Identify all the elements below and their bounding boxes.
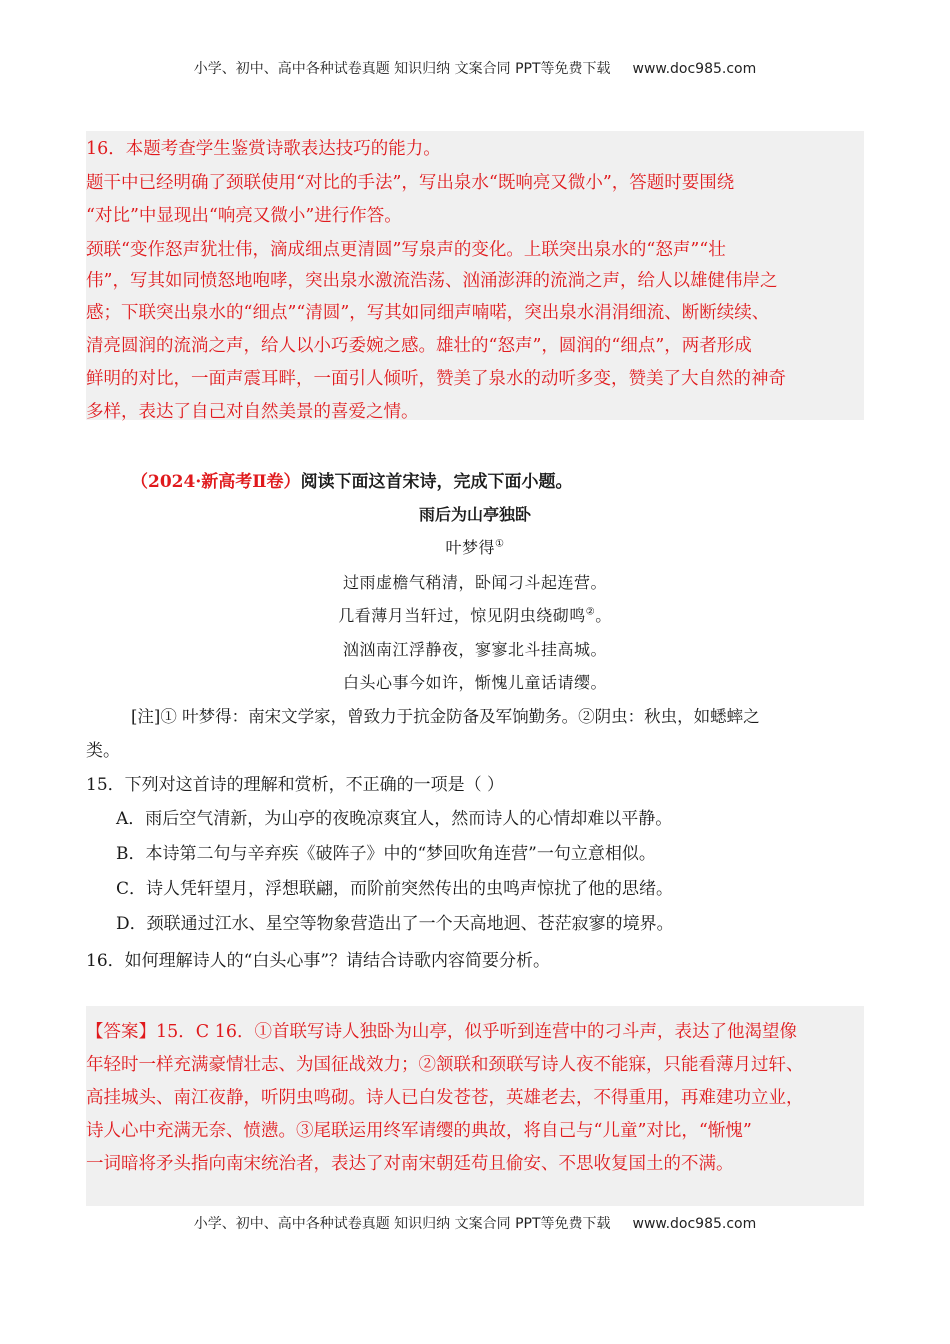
footer-text: 小学、初中、高中各种试卷真题 知识归纳 文案合同 PPT等免费下载 [193,1216,611,1232]
poem-line: 白头心事今如许，惭愧儿童话请缨。 [342,673,607,692]
answer-line: 一词暗将矛头指向南宋统治者，表达了对南宋朝廷苟且偷安、不思收复国土的不满。 [86,1154,734,1174]
page-footer [0,1213,950,1233]
answer-line: 【答案】15．C 16．①首联写诗人独卧为山亭，似乎听到连营中的刁斗声，表达了他渴望像 [86,1022,797,1042]
analysis-line: 感；下联突出泉水的“细点”“清圆”，写其如同细声喃喏，突出泉水涓涓细流、断断续续、 [86,303,770,323]
poem-line: 汹汹南江浮静夜，寥寥北斗挂高城。 [342,640,607,659]
analysis-line: 颈联“变作怒声犹壮伟，滴成细点更清圆”写泉声的变化。上联突出泉水的“怒声”“壮 [86,240,726,260]
poem-line: 过雨虚檐气稍清，卧闻刁斗起连营。 [342,573,607,592]
question-instruction: 阅读下面这首宋诗，完成下面小题。 [300,472,573,492]
option-d[interactable]: D．颈联通过江水、星空等物象营造出了一个天高地迥、苍茫寂寥的境界。 [116,914,674,934]
analysis-line: 多样，表达了自己对自然美景的喜爱之情。 [86,402,419,422]
option-b[interactable]: B．本诗第二句与辛弃疾《破阵子》中的“梦回吹角连营”一句立意相似。 [116,844,656,864]
analysis-line: 清亮圆润的流淌之声，给人以小巧委婉之感。雄壮的“怒声”，圆润的“细点”，两者形成 [86,336,752,356]
option-a[interactable]: A．雨后空气清新，为山亭的夜晚凉爽宜人，然而诗人的心情却难以平静。 [116,809,673,829]
author-note-mark: ① [495,538,505,550]
question-16: 16．如何理解诗人的“白头心事”？请结合诗歌内容简要分析。 [86,951,551,971]
analysis-line: 鲜明的对比，一面声震耳畔，一面引人倾听，赞美了泉水的动听多变，赞美了大自然的神奇 [86,369,786,389]
page-header [0,58,950,78]
poem-note: [注]① 叶梦得：南宋文学家，曾致力于抗金防备及军饷勤务。②阴虫：秋虫，如蟋蟀之 [131,707,760,726]
question-15: 15．下列对这首诗的理解和赏析，不正确的一项是（ ） [86,775,505,795]
header-url[interactable]: www.doc985.com [632,61,757,77]
option-c[interactable]: C．诗人凭轩望月，浮想联翩，而阶前突然传出的虫鸣声惊扰了他的思绪。 [116,879,674,899]
analysis-line: 16．本题考查学生鉴赏诗歌表达技巧的能力。 [86,139,441,159]
answer-line: 年轻时一样充满豪情壮志、为国征战效力；②颔联和颈联写诗人夜不能寐，只能看薄月过轩、 [86,1055,804,1075]
analysis-line: “对比”中显现出“响亮又微小”进行作答。 [86,206,402,226]
analysis-line: 伟”，写其如同愤怒地咆哮，突出泉水激流浩荡、汹涌澎湃的流淌之声，给人以雄健伟岸之 [86,271,778,291]
footer-url[interactable]: www.doc985.com [632,1216,757,1232]
poem-line [0,603,950,626]
header-text: 小学、初中、高中各种试卷真题 知识归纳 文案合同 PPT等免费下载 [193,61,611,77]
poem-author [0,535,950,558]
question-source: （2024·新高考Ⅱ卷） [131,472,301,492]
poem-line-text: 几看薄月当轩过，惊见阴虫绕砌鸣 [338,606,586,625]
answer-line: 诗人心中充满无奈、愤懑。③尾联运用终军请缨的典故，将自己与“儿童”对比，“惭愧” [86,1121,752,1141]
poem-author-name: 叶梦得 [445,538,496,557]
analysis-line: 题干中已经明确了颈联使用“对比的手法”，写出泉水“既响亮又微小”，答题时要围绕 [86,173,735,193]
poem-title: 雨后为山亭独卧 [418,505,531,524]
answer-line: 高挂城头、南江夜静，听阴虫鸣砌。诗人已白发苍苍，英雄老去，不得重用，再难建功立业， [86,1088,804,1108]
poem-note-cont: 类。 [86,741,120,761]
question-intro [131,467,573,492]
poem-line-end: 。 [595,606,612,625]
line-note-mark: ② [585,606,596,618]
